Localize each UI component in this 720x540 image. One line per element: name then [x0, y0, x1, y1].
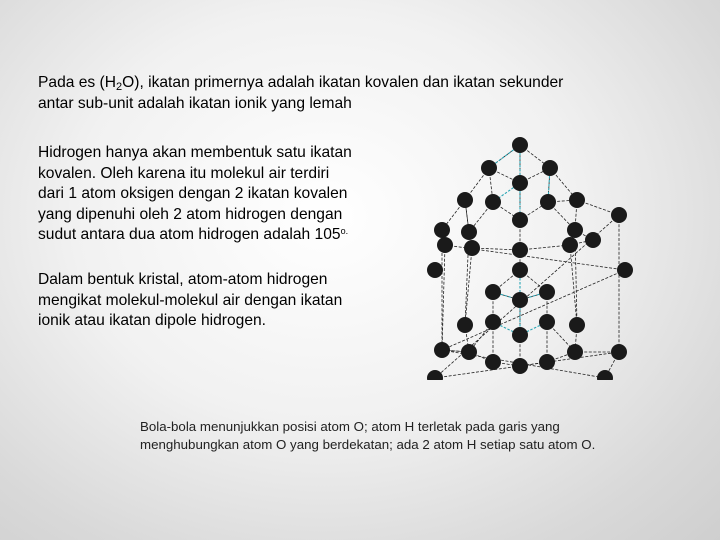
- hydrogen-line2: kovalen. Oleh karena itu molekul air terdiri: [38, 164, 330, 182]
- oxygen-atom: [485, 194, 501, 210]
- oxygen-atoms: [427, 137, 633, 380]
- subscript-2: 2: [116, 81, 123, 93]
- oxygen-atom: [485, 314, 501, 330]
- oxygen-atom: [567, 344, 583, 360]
- oxygen-atom: [512, 242, 528, 258]
- hydrogen-paragraph: [38, 143, 418, 246]
- oxygen-atom: [539, 284, 555, 300]
- oxygen-atom: [434, 222, 450, 238]
- hydrogen-line1: Hidrogen hanya akan membentuk satu ikatan: [38, 144, 352, 161]
- oxygen-atom: [464, 240, 480, 256]
- oxygen-atom: [512, 212, 528, 228]
- bond-line: [442, 270, 625, 350]
- oxygen-atom: [461, 344, 477, 360]
- oxygen-atom: [562, 237, 578, 253]
- crystal-line2: mengikat molekul-molekul air dengan ikatan: [38, 291, 343, 309]
- hydrogen-line4: yang dipenuhi oleh 2 atom hidrogen dengan: [38, 205, 343, 223]
- bond-line: [465, 248, 472, 325]
- hydrogen-line5: sudut antara dua atom hidrogen adalah 105: [38, 226, 341, 243]
- oxygen-atom: [585, 232, 601, 248]
- oxygen-atom: [569, 192, 585, 208]
- oxygen-atom: [481, 160, 497, 176]
- crystal-paragraph: [38, 270, 418, 332]
- bond-line: [570, 245, 577, 325]
- intro-text-start: Pada es (H: [38, 74, 117, 91]
- oxygen-atom: [540, 194, 556, 210]
- caption-line2: menghubungkan atom O yang berdekatan; ada 2 atom H setiap satu atom O.: [140, 436, 596, 452]
- oxygen-atom: [485, 284, 501, 300]
- crystal-line3: ionik atau ikatan dipole hidrogen.: [38, 312, 267, 329]
- oxygen-atom: [457, 317, 473, 333]
- ice-crystal-diagram: [425, 130, 640, 380]
- oxygen-atom: [539, 314, 555, 330]
- oxygen-atom: [569, 317, 585, 333]
- bond-line: [442, 245, 445, 350]
- oxygen-atom: [437, 237, 453, 253]
- oxygen-atom: [567, 222, 583, 238]
- oxygen-atom: [539, 354, 555, 370]
- oxygen-atom: [427, 262, 443, 278]
- crystal-line1: Dalam bentuk kristal, atom-atom hidrogen: [38, 271, 328, 288]
- oxygen-atom: [434, 342, 450, 358]
- figure-caption: [140, 418, 700, 453]
- oxygen-atom: [617, 262, 633, 278]
- oxygen-atom: [611, 344, 627, 360]
- caption-line1: Bola-bola menunjukkan posisi atom O; atom H terletak pada garis yang: [140, 419, 560, 434]
- intro-text-line2: antar sub-unit adalah ikatan ionik yang lemah: [38, 94, 352, 112]
- oxygen-atom: [542, 160, 558, 176]
- degree-superscript: o.: [340, 226, 349, 236]
- oxygen-atom: [461, 224, 477, 240]
- oxygen-atom: [597, 370, 613, 380]
- oxygen-atom: [512, 358, 528, 374]
- oxygen-atom: [512, 175, 528, 191]
- hydrogen-line3: dari 1 atom oksigen dengan 2 ikatan kovalen: [38, 185, 348, 202]
- oxygen-atom: [512, 292, 528, 308]
- oxygen-atom: [512, 327, 528, 343]
- oxygen-atom: [512, 262, 528, 278]
- oxygen-atom: [457, 192, 473, 208]
- intro-paragraph: [38, 73, 678, 114]
- intro-text-end: O), ikatan primernya adalah ikatan kovalen dan ikatan sekunder: [122, 74, 564, 91]
- oxygen-atom: [427, 370, 443, 380]
- oxygen-atom: [611, 207, 627, 223]
- oxygen-atom: [512, 137, 528, 153]
- bond-lines: [435, 145, 625, 378]
- oxygen-atom: [485, 354, 501, 370]
